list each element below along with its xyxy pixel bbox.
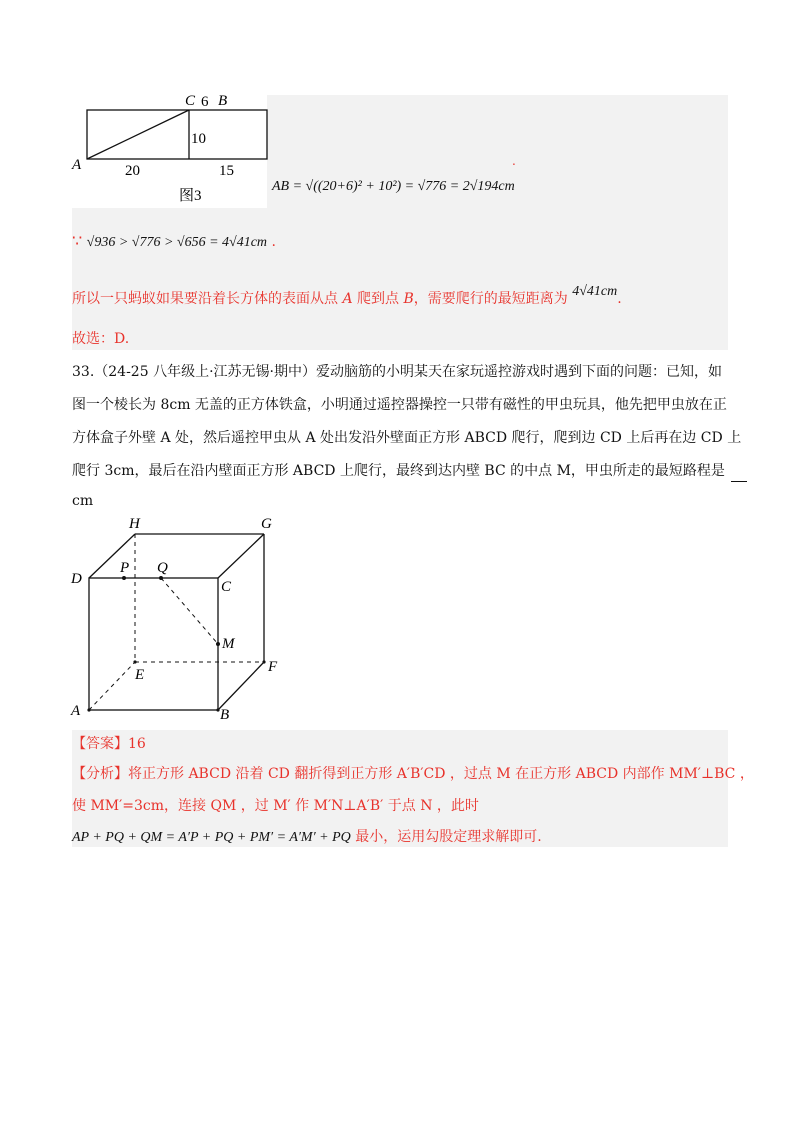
conclusion-value: 4√41cm — [572, 284, 618, 299]
cube-label-d: D — [71, 571, 82, 587]
conclusion-text: 所以一只蚂蚁如果要沿着长方体的表面从点 — [72, 291, 338, 307]
fig3-caption: 图3 — [179, 188, 202, 204]
question-line-5: cm — [72, 493, 94, 509]
cube-label-p: P — [120, 560, 130, 576]
because-symbol: ∵ — [72, 231, 83, 250]
dot-mark: . — [512, 154, 516, 168]
answer-blank — [731, 467, 747, 482]
cube-label-g: G — [261, 516, 272, 532]
compare-text: √936 > √776 > √656 = 4√41cm — [86, 235, 268, 250]
question-line-3: 方体盒子外壁 A 处，然后遥控甲虫从 A 处出发沿外壁面正方形 ABCD 爬行，爬到边 CD 上后再在边 CD 上 — [72, 430, 742, 446]
cube-label-h: H — [129, 516, 140, 532]
conclusion-tail: ，需要爬行的最短距离为 — [413, 291, 568, 307]
dot-mark-2: . — [271, 234, 276, 250]
fig3-label-6: 6 — [201, 94, 209, 110]
choice-line: 故选：D. — [72, 331, 130, 347]
fig3-label-15: 15 — [219, 163, 234, 179]
cube-label-m: M — [222, 636, 235, 652]
analysis-formula: AP + PQ + QM = A′P + PQ + PM′ = A′M′ + PQ — [72, 830, 351, 845]
cube-label-e: E — [135, 667, 145, 683]
conclusion-point-a: A — [342, 291, 353, 307]
conclusion-line: 所以一只蚂蚁如果要沿着长方体的表面从点 A 爬到点 B，需要爬行的最短距离为 4√41cm. — [72, 284, 622, 307]
fig3-label-20: 20 — [125, 163, 140, 179]
fig3-label-10: 10 — [191, 131, 206, 147]
cube-label-c: C — [221, 579, 232, 595]
analysis-line-3 — [72, 826, 542, 849]
analysis-tail: 最小，运用勾股定理求解即可. — [355, 829, 542, 845]
answer-label: 【答案】16 — [72, 736, 146, 752]
cube-label-f: F — [268, 659, 278, 675]
cube-label-q: Q — [157, 560, 168, 576]
figure-3-diagram — [65, 90, 270, 210]
fig3-label-b: B — [218, 93, 228, 109]
cube-diagram — [65, 510, 295, 725]
cube-label-b: B — [220, 707, 230, 723]
question-line-4 — [72, 460, 747, 482]
fig3-label-c: C — [185, 93, 196, 109]
ab-formula: AB = √((20+6)² + 10²) = √776 = 2√194cm — [272, 179, 515, 194]
fig3-label-a: A — [72, 157, 82, 173]
question-line-1: 33.（24-25 八年级上·江苏无锡·期中）爱动脑筋的小明某天在家玩遥控游戏时遇到下面的问题：已知，如 — [72, 364, 722, 380]
question-line-4-text: 爬行 3cm，最后在沿内壁面正方形 ABCD 上爬行，最终到达内壁 BC 的中点 M，甲虫所走的最短路程是 — [72, 463, 725, 479]
conclusion-point-b: B — [403, 291, 414, 307]
question-line-2: 图一个棱长为 8cm 无盖的正方体铁盒，小明通过遥控器操控一只带有磁性的甲虫玩具，他先把甲虫放在正 — [72, 397, 727, 413]
conclusion-mid: 爬到点 — [357, 291, 400, 307]
analysis-line-2: 使 MM′=3cm，连接 QM ，过 M′ 作 M′N⊥A′B′ 于点 N ，此时 — [72, 798, 479, 814]
analysis-line-1: 【分析】将正方形 ABCD 沿着 CD 翻折得到正方形 A′B′CD ，过点 M 在正方形 ABCD 内部作 MM′⊥BC ， — [72, 766, 754, 782]
cube-label-a: A — [71, 703, 81, 719]
compare-formula — [72, 230, 276, 254]
